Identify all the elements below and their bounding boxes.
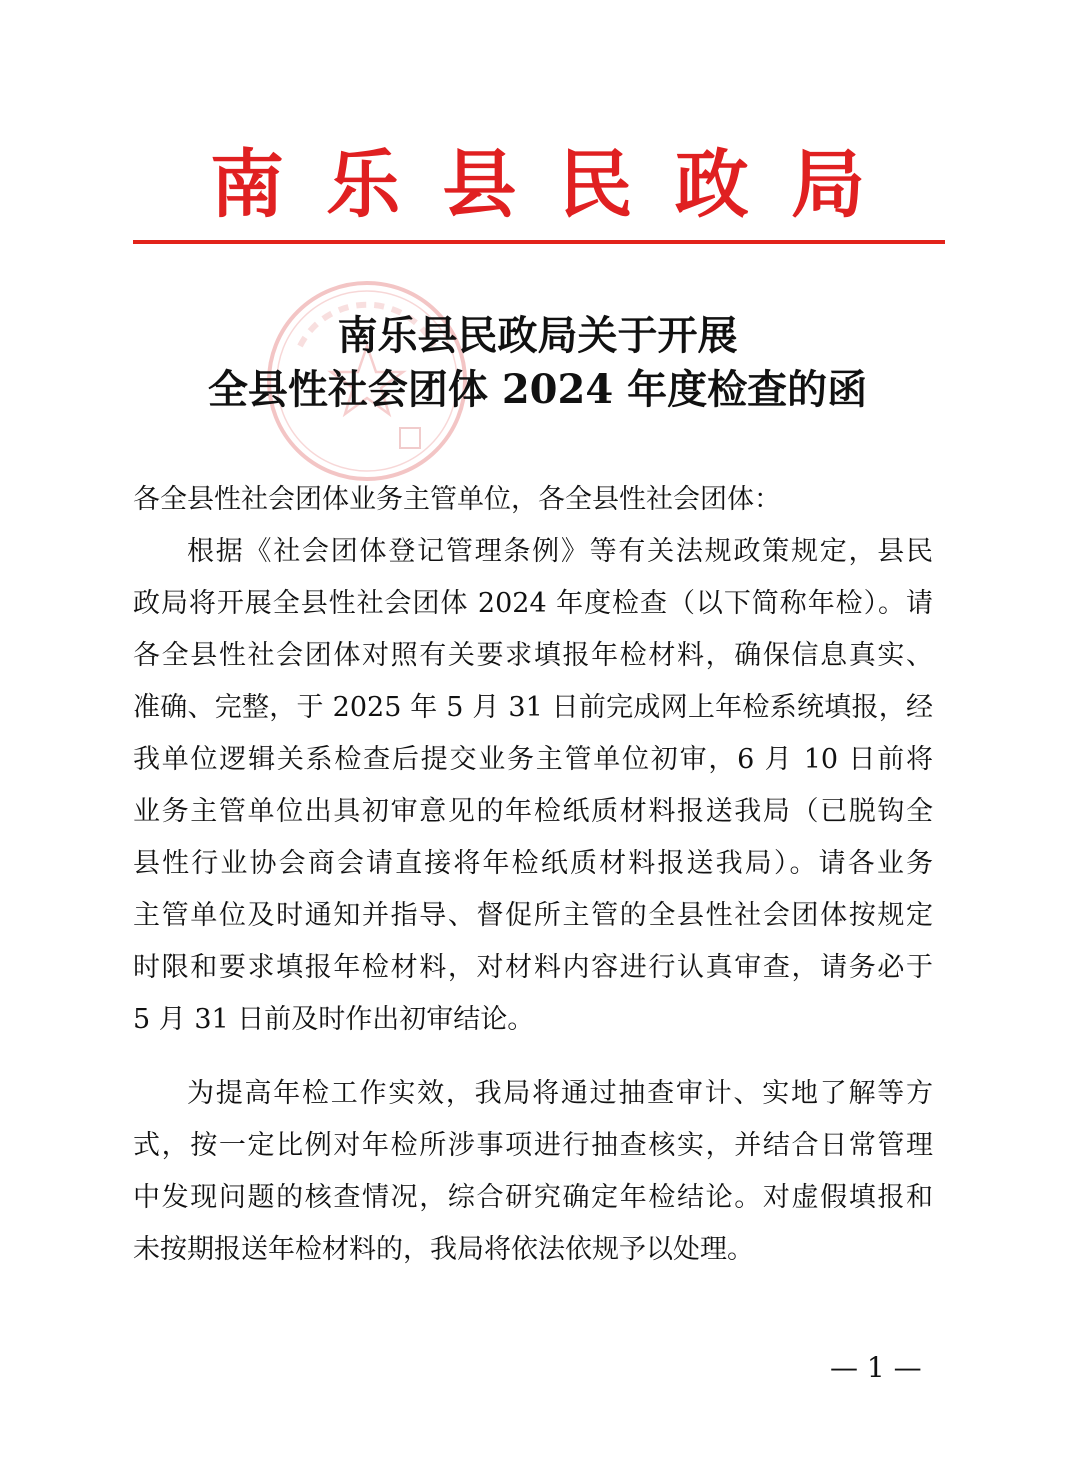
masthead-char: 乐 bbox=[326, 142, 401, 228]
paragraph-line: 政局将开展全县性社会团体 2024 年度检查（以下简称年检）。请 bbox=[133, 588, 933, 619]
paragraph-line: 中发现问题的核查情况，综合研究确定年检结论。对虚假填报和 bbox=[133, 1182, 933, 1213]
document-title-line-2: 全县性社会团体 2024 年度检查的函 bbox=[207, 366, 868, 413]
masthead-red-rule bbox=[133, 240, 945, 244]
paragraph-line: 我单位逻辑关系检查后提交业务主管单位初审，6 月 10 日前将 bbox=[133, 744, 933, 775]
paragraph-line: 式，按一定比例对年检所涉事项进行抽查核实，并结合日常管理 bbox=[133, 1130, 933, 1161]
paragraph-line: 时限和要求填报年检材料，对材料内容进行认真审查，请务必于 bbox=[133, 952, 933, 983]
paragraph-line: 业务主管单位出具初审意见的年检纸质材料报送我局（已脱钩全 bbox=[133, 796, 933, 827]
salutation: 各全县性社会团体业务主管单位，各全县性社会团体： bbox=[133, 484, 781, 515]
masthead-char: 局 bbox=[790, 142, 865, 228]
paragraph-line: 主管单位及时通知并指导、督促所主管的全县性社会团体按规定 bbox=[133, 900, 933, 931]
page-number: — 1 — bbox=[830, 1351, 922, 1384]
paragraph-line: 县性行业协会商会请直接将年检纸质材料报送我局）。请各业务 bbox=[133, 848, 933, 879]
document-title-line-1: 南乐县民政局关于开展 bbox=[337, 312, 738, 359]
masthead-char: 民 bbox=[558, 142, 633, 228]
paragraph-line: 未按期报送年检材料的，我局将依法依规予以处理。 bbox=[133, 1234, 754, 1265]
masthead-char: 政 bbox=[674, 142, 749, 228]
paragraph-line: 根据《社会团体登记管理条例》等有关法规政策规定，县民 bbox=[187, 536, 933, 567]
paragraph-line: 各全县性社会团体对照有关要求填报年检材料，确保信息真实、 bbox=[133, 640, 933, 671]
paragraph-line: 5 月 31 日前及时作出初审结论。 bbox=[133, 1004, 535, 1035]
paragraph-line: 准确、完整，于 2025 年 5 月 31 日前完成网上年检系统填报，经 bbox=[133, 692, 933, 723]
masthead-char: 南 bbox=[210, 142, 284, 228]
masthead-char: 县 bbox=[442, 142, 517, 228]
paragraph-line: 为提高年检工作实效，我局将通过抽查审计、实地了解等方 bbox=[187, 1078, 933, 1109]
masthead bbox=[130, 130, 945, 240]
